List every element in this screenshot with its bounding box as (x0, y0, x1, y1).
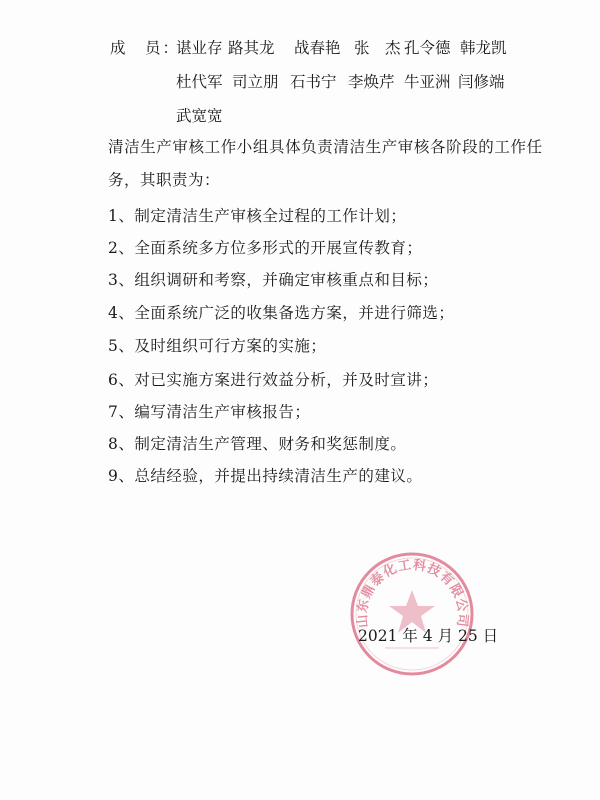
duty-item: 1、制定清洁生产审核全过程的工作计划； (108, 207, 407, 225)
intro-line-1: 清洁生产审核工作小组具体负责清洁生产审核各阶段的工作任 (108, 138, 543, 156)
member-name: 战春艳 (294, 39, 341, 57)
members-label: 成 员： (110, 39, 181, 57)
duty-item: 8、制定清洁生产管理、财务和奖惩制度。 (108, 435, 407, 453)
duty-item: 2、全面系统多方位多形式的开展宣传教育； (108, 239, 423, 257)
duty-item: 5、及时组织可行方案的实施； (108, 337, 327, 355)
member-name: 张 杰 (354, 39, 401, 57)
member-name: 路其龙 (228, 39, 275, 57)
document-date: 2021 年 4 月 25 日 (358, 627, 499, 645)
member-name: 牛亚洲 (404, 73, 451, 91)
member-name: 武宽宽 (176, 107, 223, 125)
svg-text:山东鼎泰化工科技有限公司: 山东鼎泰化工科技有限公司 (355, 557, 470, 629)
duty-item: 6、对已实施方案进行效益分析，并及时宣讲； (108, 371, 439, 389)
member-name: 韩龙凯 (460, 39, 507, 57)
intro-line-2: 务，其职责为： (108, 171, 221, 189)
member-name: 闫修端 (458, 73, 505, 91)
duty-item: 9、总结经验，并提出持续清洁生产的建议。 (108, 467, 423, 485)
duty-item: 4、全面系统广泛的收集备选方案，并进行筛选； (108, 304, 455, 322)
member-name: 孔令德 (404, 39, 451, 57)
member-name: 司立朋 (232, 73, 279, 91)
member-name: 李焕芹 (348, 73, 395, 91)
member-name: 杜代军 (176, 73, 223, 91)
member-name: 石书宁 (290, 73, 337, 91)
company-seal-icon (345, 548, 480, 678)
duty-item: 3、组织调研和考察，并确定审核重点和目标； (108, 271, 439, 289)
member-name: 谌业存 (176, 39, 223, 57)
duty-item: 7、编写清洁生产审核报告； (108, 403, 311, 421)
